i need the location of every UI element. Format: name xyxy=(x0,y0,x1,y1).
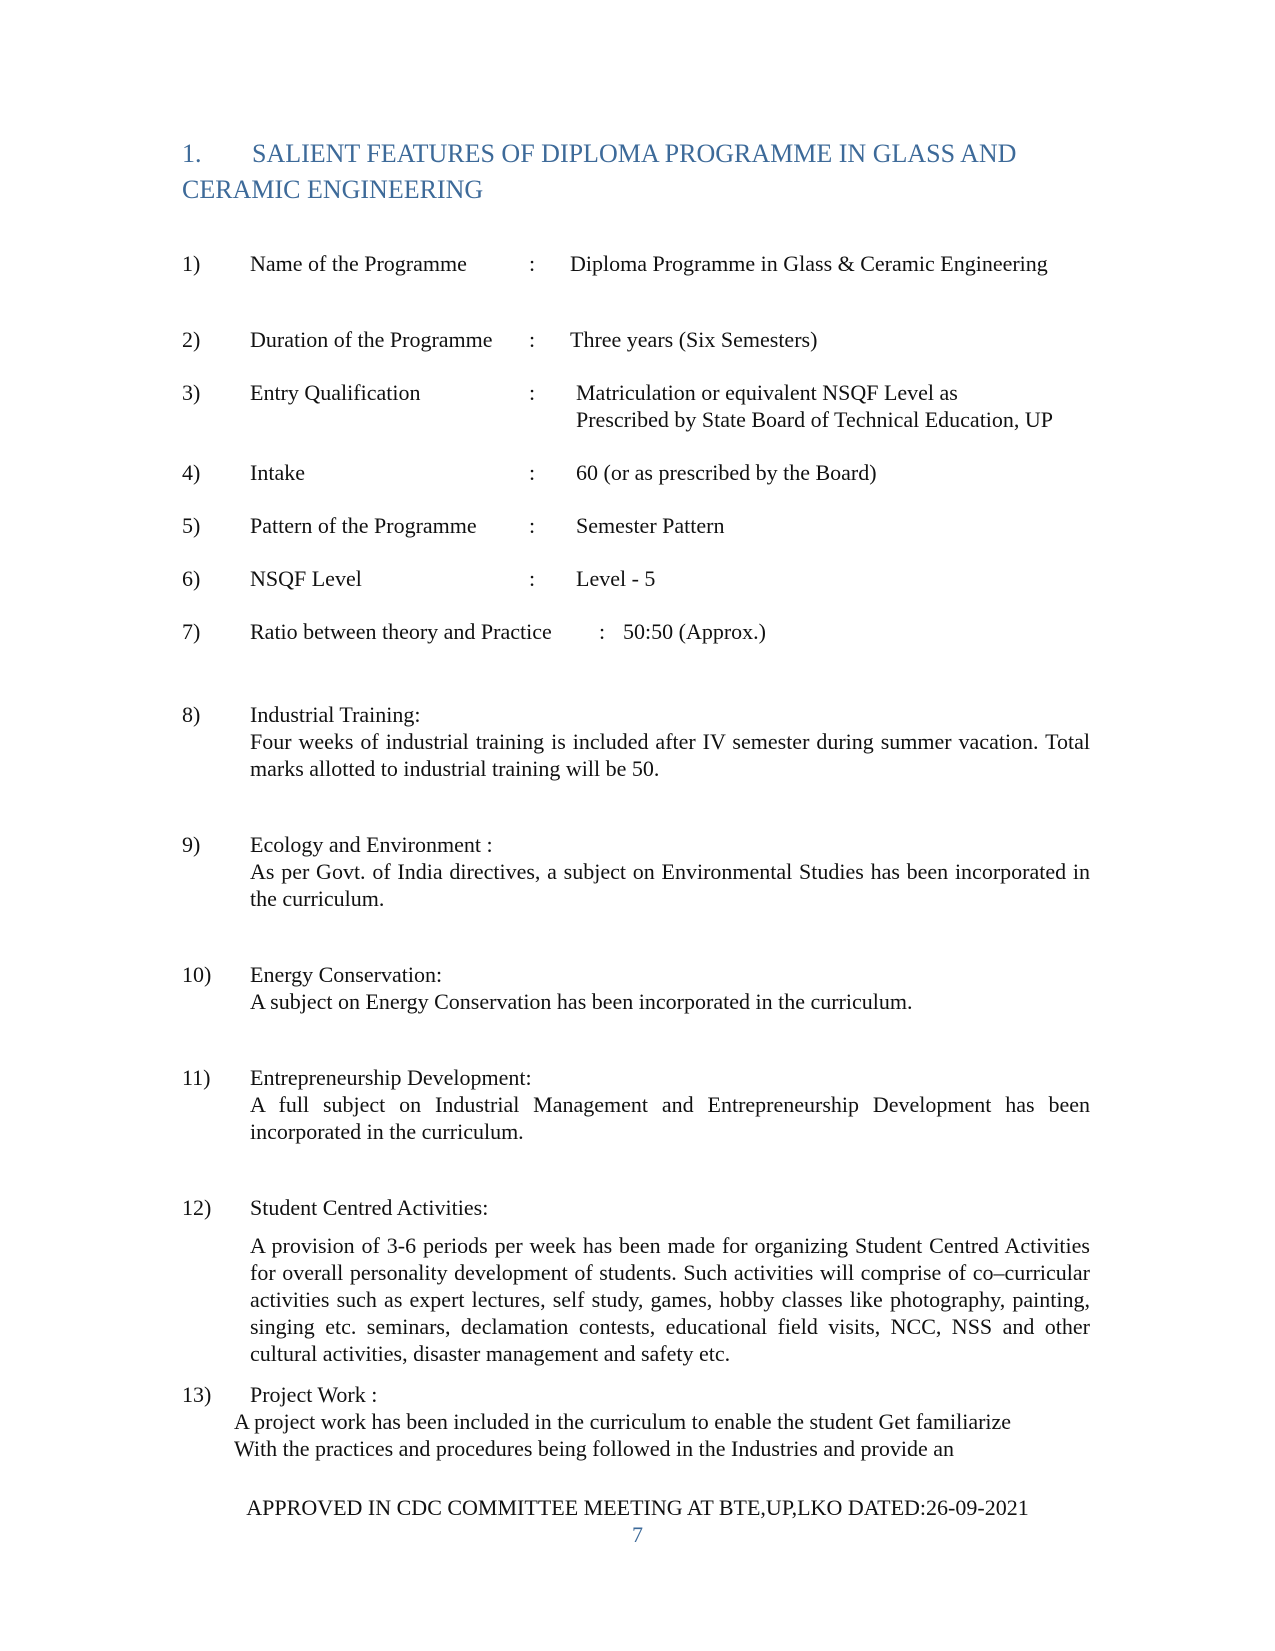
heading-line-1: SALIENT FEATURES OF DIPLOMA PROGRAMME IN GLASS AND xyxy=(252,139,1017,168)
item-title: Ecology and Environment : xyxy=(250,832,493,857)
item-separator: : xyxy=(529,460,536,485)
item-value: Semester Pattern xyxy=(576,513,725,538)
section-heading xyxy=(182,136,1082,208)
item-body-line: A project work has been included in the curriculum to enable the student Get familiarize xyxy=(234,1409,1012,1434)
item-number: 12) xyxy=(182,1195,212,1220)
item-separator: : xyxy=(529,513,536,538)
item-label: Name of the Programme xyxy=(250,251,467,276)
item-title: Energy Conservation: xyxy=(250,962,443,987)
item-body: A subject on Energy Conservation has been incorporated in the curriculum. xyxy=(250,989,913,1014)
heading-line-2: CERAMIC ENGINEERING xyxy=(182,175,484,204)
item-separator: : xyxy=(529,251,536,276)
item-body-line: With the practices and procedures being followed in the Industries and provide an xyxy=(234,1436,954,1461)
item-title: Entrepreneurship Development: xyxy=(250,1065,532,1090)
item-separator: : xyxy=(529,566,536,591)
item-label: NSQF Level xyxy=(250,566,362,591)
item-title: Industrial Training: xyxy=(250,702,421,727)
item-value: 60 (or as prescribed by the Board) xyxy=(576,460,877,485)
item-number: 6) xyxy=(182,566,201,591)
item-separator: : xyxy=(529,380,536,405)
item-value: 50:50 (Approx.) xyxy=(623,619,766,644)
section-number: 1. xyxy=(182,139,202,168)
item-label: Duration of the Programme xyxy=(250,327,493,352)
page-number: 7 xyxy=(632,1522,643,1547)
item-separator: : xyxy=(599,619,606,644)
item-body: A full subject on Industrial Management and Entrepreneurship Development has been incorporated in the curriculum. xyxy=(250,1092,1090,1144)
item-body: Four weeks of industrial training is included after IV semester during summer vacation. Total marks allotted to industrial training will be 50. xyxy=(250,729,1090,781)
item-number: 2) xyxy=(182,327,201,352)
item-number: 13) xyxy=(182,1382,212,1407)
item-value: Matriculation or equivalent NSQF Level as xyxy=(576,380,958,405)
item-separator: : xyxy=(529,327,536,352)
item-value: Three years (Six Semesters) xyxy=(570,327,818,352)
item-body: As per Govt. of India directives, a subject on Environmental Studies has been incorporated in the curriculum. xyxy=(250,859,1090,911)
item-number: 7) xyxy=(182,619,201,644)
item-number: 5) xyxy=(182,513,201,538)
item-number: 3) xyxy=(182,380,201,405)
item-number: 11) xyxy=(182,1065,211,1090)
item-label: Entry Qualification xyxy=(250,380,421,405)
item-body: A provision of 3-6 periods per week has been made for organizing Student Centred Activities for overall personality development of students. Such activities will comprise of co–curricular activities such as expert lectures, self study, games, hobby classes like photography, painting, singing etc. seminars, declamation contests, educational field visits, NCC, NSS and other cultural activities, disaster management and safety etc. xyxy=(250,1233,1090,1366)
item-title: Project Work : xyxy=(250,1382,378,1407)
item-number: 10) xyxy=(182,962,212,987)
item-number: 8) xyxy=(182,702,201,727)
item-number: 1) xyxy=(182,251,201,276)
approval-footer: APPROVED IN CDC COMMITTEE MEETING AT BTE,UP,LKO DATED:26-09-2021 xyxy=(246,1495,1029,1520)
item-number: 9) xyxy=(182,832,201,857)
item-value-continued: Prescribed by State Board of Technical Education, UP xyxy=(576,407,1054,432)
item-number: 4) xyxy=(182,460,201,485)
item-value: Diploma Programme in Glass & Ceramic Engineering xyxy=(570,251,1048,276)
item-value: Level - 5 xyxy=(576,566,656,591)
item-title: Student Centred Activities: xyxy=(250,1195,489,1220)
item-label: Pattern of the Programme xyxy=(250,513,477,538)
item-label: Intake xyxy=(250,460,305,485)
item-label: Ratio between theory and Practice xyxy=(250,619,552,644)
